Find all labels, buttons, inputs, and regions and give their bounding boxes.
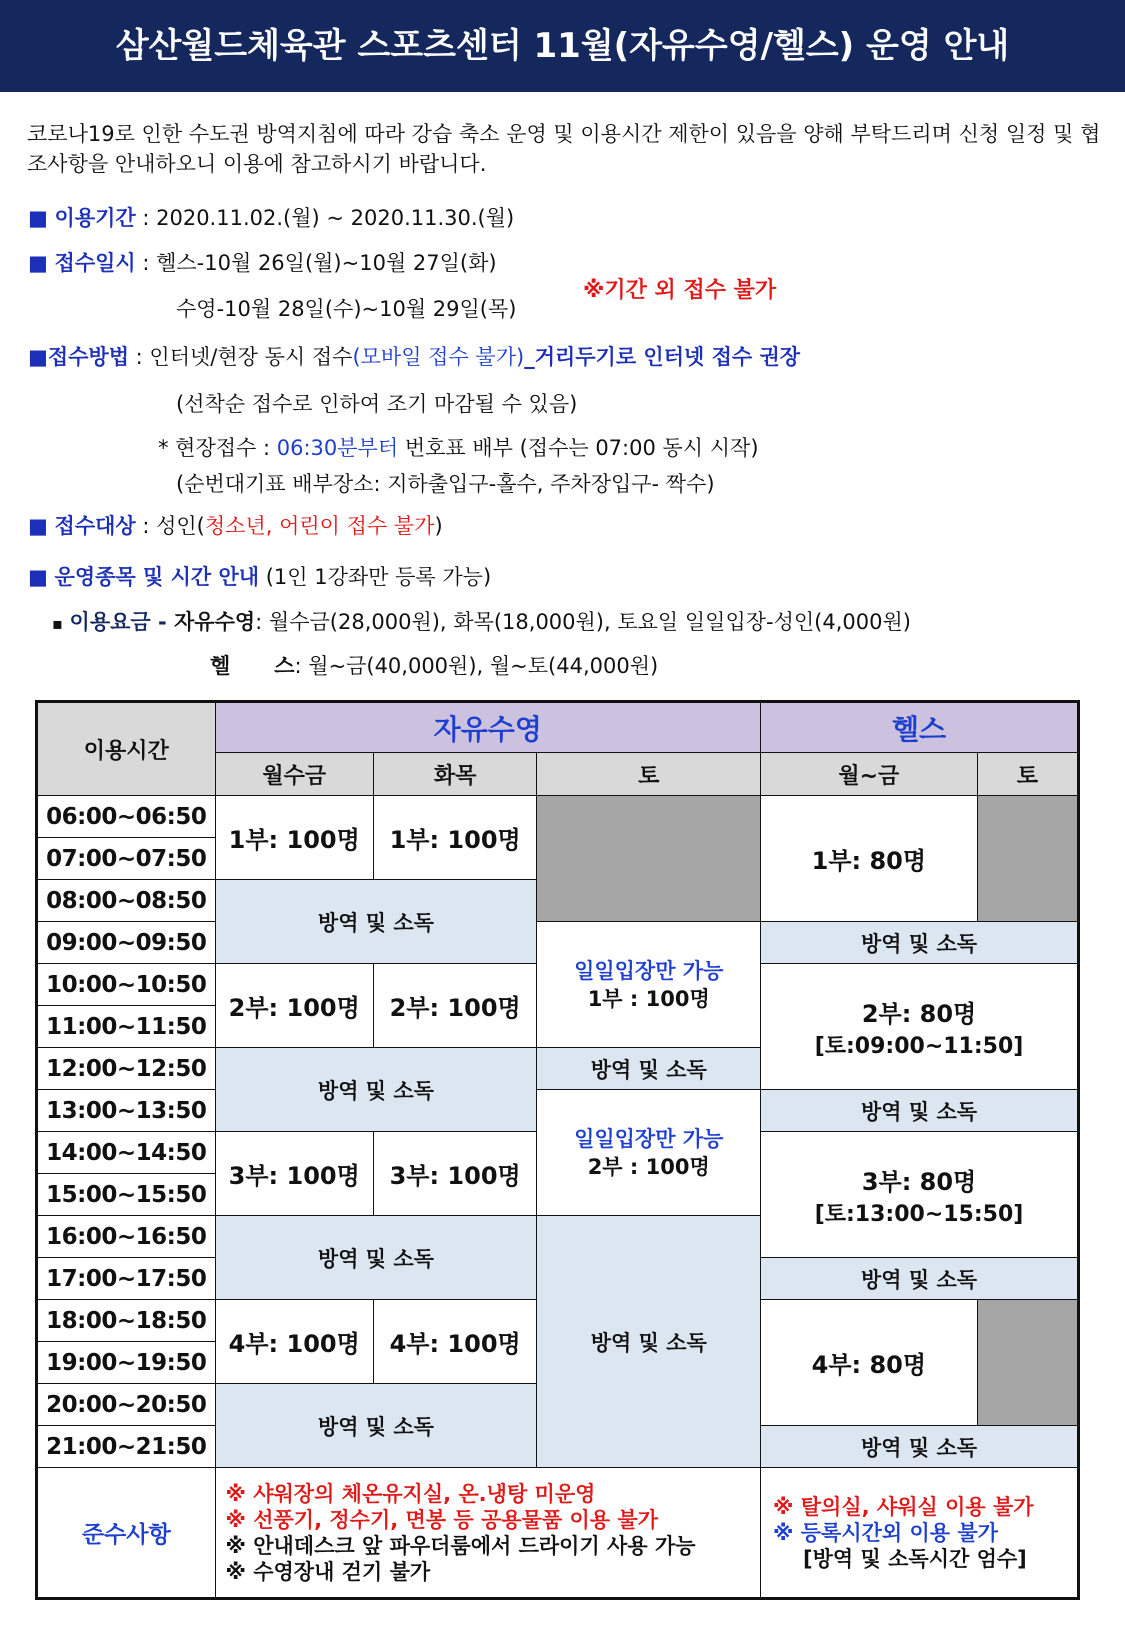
fee-gym-value: : 월~금(40,000원), 월~토(44,000원) [294,654,659,678]
method-note: (선착순 접수로 인하여 조기 마감될 수 있음) [176,392,578,416]
swim-mwf-session: 3부: 100명 [215,1132,373,1216]
disinfect-cell: 방역 및 소독 [215,1048,537,1132]
period-line [28,202,514,232]
target-line [28,510,443,540]
fee-swim-value: : 월수금(28,000원), 화목(18,000원), 토요일 일일입장-성인(4,000원) [255,610,911,634]
method-mobile: (모바일 접수 불가) [352,345,525,369]
table-row [37,702,1079,753]
swim-col-sat: 토 [537,753,761,796]
title-banner [0,0,1125,92]
swim-tt-session: 2부: 100명 [373,964,536,1048]
table-row [37,922,1079,964]
gym-col-weekday: 월~금 [761,753,978,796]
swim-sat-daily-2 [537,1090,761,1216]
gym-session: 4부: 80명 [761,1300,978,1426]
swim-rule-item: ※ 선풍기, 정수기, 면봉 등 공용물품 이용 불가 [225,1507,658,1532]
swim-sat-daily-1 [537,922,761,1048]
swim-tt-session: 4부: 100명 [373,1300,536,1384]
schedule-table [35,700,1080,1600]
time-cell: 17:00~17:50 [37,1258,216,1300]
gym-rule-item: ※ 등록시간외 이용 불가 [773,1520,998,1545]
onsite-line [158,432,759,462]
time-cell: 19:00~19:50 [37,1342,216,1384]
target-value: : 성인( [135,514,205,538]
time-cell: 07:00~07:50 [37,838,216,880]
disinfect-cell: 방역 및 소독 [761,1426,1079,1468]
time-cell: 12:00~12:50 [37,1048,216,1090]
disinfect-cell: 방역 및 소독 [761,922,1079,964]
swim-mwf-session: 4부: 100명 [215,1300,373,1384]
target-excluded: 청소년, 어린이 접수 불가 [204,514,435,538]
swim-mwf-session: 1부: 100명 [215,796,373,880]
table-row [37,796,1079,838]
sat-session: 2부 : 100명 [587,1154,710,1179]
time-cell: 14:00~14:50 [37,1132,216,1174]
daily-only-label: 일일입장만 가능 [574,958,724,983]
time-cell: 15:00~15:50 [37,1174,216,1216]
disinfect-cell: 방역 및 소독 [215,880,537,964]
swim-header: 자유수영 [215,702,761,753]
method-label: 접수방법 [47,345,129,369]
swim-rule-item: ※ 수영장내 걷기 불가 [225,1559,431,1584]
closed-cell [537,796,761,922]
reception-note: ※기간 외 접수 불가 [583,278,777,303]
closed-cell [977,1300,1078,1426]
ops-label: 운영종목 및 시간 안내 [54,565,260,589]
period-value: : 2020.11.02.(월) ~ 2020.11.30.(월) [135,206,515,230]
disinfect-cell: 방역 및 소독 [537,1216,761,1468]
gym-col-sat: 토 [977,753,1078,796]
swim-tt-session: 1부: 100명 [373,796,536,880]
gym-sat-time: [토:13:00~15:50] [814,1201,1024,1227]
gym-header: 헬스 [761,702,1079,753]
bullet-square: ■ [28,251,48,275]
target-label: 접수대상 [54,514,136,538]
fee-swim-label: 자유수영 [174,610,256,634]
time-cell: 06:00~06:50 [37,796,216,838]
rules-header: 준수사항 [37,1468,216,1599]
fee-label: 이용요금 - [69,610,175,634]
gym-session [761,964,1079,1090]
disinfect-cell: 방역 및 소독 [761,1258,1079,1300]
onsite-place: (순번대기표 배부장소: 지하출입구-홀수, 주차장입구- 짝수) [176,472,715,496]
bullet-square: ■ [28,345,48,369]
swim-mwf-session: 2부: 100명 [215,964,373,1048]
swim-rules [215,1468,761,1599]
reception-line [28,247,497,277]
time-cell: 20:00~20:50 [37,1384,216,1426]
gym-session [761,1132,1079,1258]
onsite-prefix: * 현장접수 : [158,436,277,460]
swim-tt-session: 3부: 100명 [373,1132,536,1216]
bullet-square: ■ [28,514,48,538]
method-line [28,341,800,371]
intro-text: 코로나19로 인한 수도권 방역지침에 따라 강습 축소 운영 및 이용시간 제한이 있음을 양해 부탁드리며 신청 일정 및 협조사항을 안내하오니 이용에 참고하시기 바랍니다. [27,122,1101,176]
disinfect-cell: 방역 및 소독 [537,1048,761,1090]
period-label: 이용기간 [54,206,136,230]
gym-session-label: 3부: 80명 [861,1167,977,1196]
target-close: ) [434,514,443,538]
time-cell: 11:00~11:50 [37,1006,216,1048]
fee-line [52,606,911,636]
daily-only-label: 일일입장만 가능 [574,1126,724,1151]
gym-session-label: 2부: 80명 [861,999,977,1028]
bullet-square: ■ [28,565,48,589]
sat-session: 1부 : 100명 [587,986,710,1011]
disinfect-cell: 방역 및 소독 [215,1216,537,1300]
time-cell: 16:00~16:50 [37,1216,216,1258]
gym-rules [761,1468,1079,1599]
table-row [37,1468,1079,1599]
fee-gym-label: 헬 스 [210,654,295,678]
reception-label: 접수일시 [54,251,136,275]
time-cell: 10:00~10:50 [37,964,216,1006]
gym-session: 1부: 80명 [761,796,978,922]
swim-col-mwf: 월수금 [215,753,373,796]
time-cell: 21:00~21:50 [37,1426,216,1468]
closed-cell [977,796,1078,922]
reception-value-1: : 헬스-10월 26일(월)~10월 27일(화) [135,251,497,275]
time-cell: 08:00~08:50 [37,880,216,922]
disinfect-cell: 방역 및 소독 [215,1384,537,1468]
swim-rule-item: ※ 샤워장의 체온유지실, 온.냉탕 미운영 [225,1481,596,1506]
ops-line [28,561,491,591]
onsite-time: 06:30분부터 [276,436,399,460]
swim-rule-item: ※ 안내데스크 앞 파우더룸에서 드라이기 사용 가능 [225,1533,696,1558]
onsite-rest: 번호표 배부 (접수는 07:00 동시 시작) [398,436,759,460]
page-title: 삼산월드체육관 스포츠센터 11월(자유수영/헬스) 운영 안내 [115,26,1010,66]
gym-rule-item: ※ 탈의실, 샤워실 이용 불가 [773,1494,1034,1519]
table-row [37,1090,1079,1132]
small-bullet: ▪ [52,614,63,633]
reception-value-2: 수영-10월 28일(수)~10월 29일(목) [176,297,517,321]
method-value: : 인터넷/현장 동시 접수 [129,345,353,369]
method-recommend: _거리두기로 인터넷 접수 권장 [524,345,801,369]
fee-gym-line [210,650,658,680]
time-header: 이용시간 [37,702,216,796]
gym-sat-time: [토:09:00~11:50] [814,1033,1024,1059]
time-cell: 13:00~13:50 [37,1090,216,1132]
bullet-square: ■ [28,206,48,230]
time-cell: 18:00~18:50 [37,1300,216,1342]
ops-note: (1인 1강좌만 등록 가능) [259,565,492,589]
gym-rule-item: [방역 및 소독시간 엄수] [803,1546,1027,1571]
time-cell: 09:00~09:50 [37,922,216,964]
disinfect-cell: 방역 및 소독 [761,1090,1079,1132]
swim-col-tt: 화목 [373,753,536,796]
